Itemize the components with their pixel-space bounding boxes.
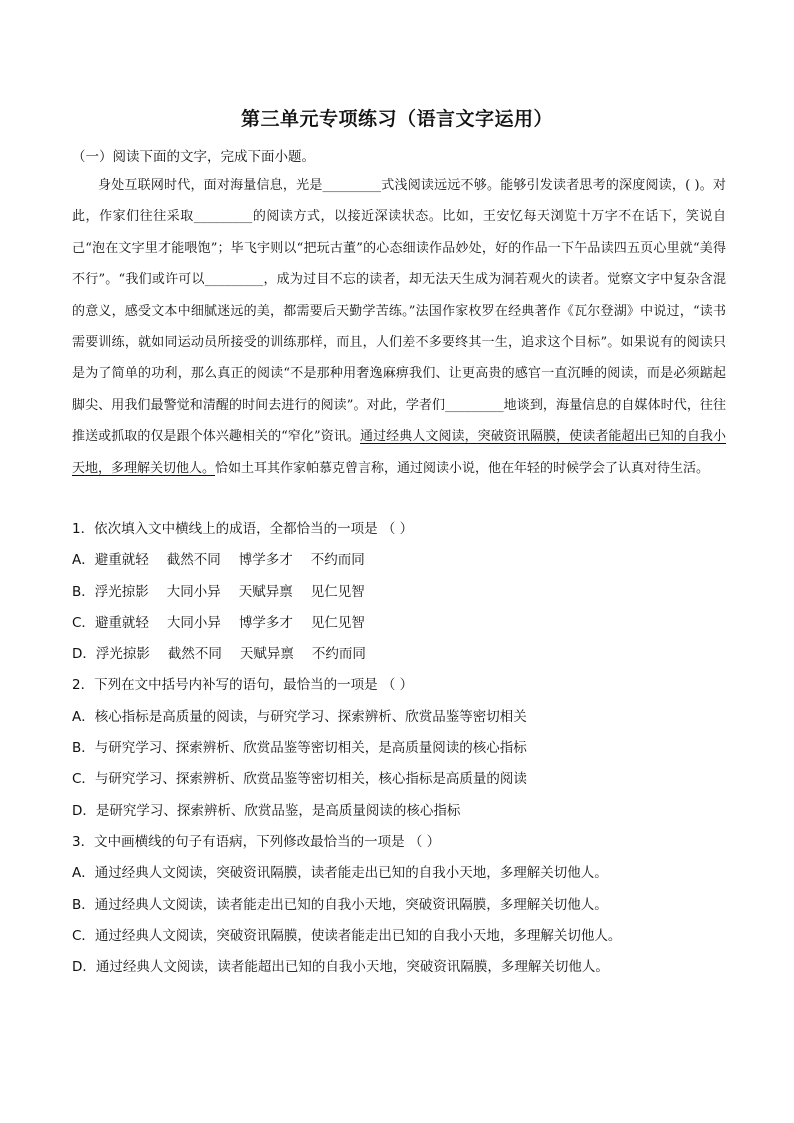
question-1-stem: 1．依次填入文中横线上的成语，全都恰当的一项是 （ ） (72, 521, 414, 537)
underlined-sentence: 通过经典人文阅读，突破资讯隔膜，使读者能超出已知的自我小天地，多理解关切他人。 (72, 429, 726, 476)
page-title: 第三单元专项练习（语言文字运用） (240, 108, 553, 130)
passage-text: 身处互联网时代，面对海量信息，光是_________式浅阅读远远不够。能够引发读者思考的深度阅读，( )。对此，作家们往往采取_________的阅读方式，以接近深读状态。比如，王安忆每天浏览十万字不在话下，笑说自己“泡在文字里才能喂饱”；毕飞宇则以“把玩古董”的心态细读作品妙处，好的作品一下午品读四五页心里就“美得不行”。“我们或许可以_________，成为过目不忘的读者，却无法天生成为洞若观火的读者。觉察文字中复杂含混的意义，感受文本中细腻迷远的美，都需要后天勤学苦练。”法国作家枚罗在经典著作《瓦尔登湖》中说过，“读书需要训练，就如同运动员所接受的训练那样，而且，人们差不多要终其一生，追求这个目标”。如果说有的阅读只是为了简单的功利，那么真正的阅读“不是那种用奢逸麻痹我们、让更高贵的感官一直沉睡的阅读，而是必须踮起脚尖、用我们最警觉和清醒的时间去进行的阅读”。对此，学者们_________地谈到，海量信息的自媒体时代，往往推送或抓取的仅是跟个体兴趣相关的“窄化”资讯。 (72, 178, 726, 445)
question-3-option-b: B．通过经典人文阅读，读者能走出已知的自我小天地，突破资讯隔膜，多理解关切他人。 (72, 896, 608, 913)
question-3-option-a: A．通过经典人文阅读，突破资讯隔膜，读者能走出已知的自我小天地，多理解关切他人。 (72, 865, 608, 882)
question-3-stem: 3．文中画横线的句子有语病，下列修改最恰当的一项是 （ ） (72, 833, 441, 850)
question-3-option-d: D．通过经典人文阅读，读者能超出已知的自我小天地，突破资讯隔膜，多理解关切他人。 (72, 959, 609, 976)
question-2-option-a: A．核心指标是高质量的阅读，与研究学习、探索辨析、欣赏品鉴等密切相关 (72, 708, 527, 725)
question-2-option-b: B．与研究学习、探索辨析、欣赏品鉴等密切相关，是高质量阅读的核心指标 (72, 740, 527, 757)
question-1-option-c: C．避重就轻 大同小异 博学多才 见仁见智 (72, 614, 365, 631)
section-heading: （一）阅读下面的文字，完成下面小题。 (72, 149, 315, 165)
question-2-stem: 2．下列在文中括号内补写的语句，最恰当的一项是 （ ） (72, 677, 414, 694)
question-1-option-b: B．浮光掠影 大同小异 天赋异禀 见仁见智 (72, 583, 365, 600)
question-2-option-c: C．与研究学习、探索辨析、欣赏品鉴等密切相关，核心指标是高质量的阅读 (72, 771, 527, 788)
passage-text-end: 恰如土耳其作家帕慕克曾言称，通过阅读小说，他在年轻的时候学会了认真对待生活。 (215, 460, 710, 476)
questions-list (72, 514, 732, 983)
reading-passage (72, 170, 726, 484)
question-3-option-c: C．通过经典人文阅读，突破资讯隔膜，使读者能走出已知的自我小天地，多理解关切他人。 (72, 927, 622, 944)
question-1-option-a: A．避重就轻 截然不同 博学多才 不约而同 (72, 552, 365, 569)
question-1-option-d: D．浮光掠影 截然不同 天赋异禀 不约而同 (72, 646, 366, 663)
question-2-option-d: D．是研究学习、探索辨析、欣赏品鉴，是高质量阅读的核心指标 (72, 802, 461, 819)
